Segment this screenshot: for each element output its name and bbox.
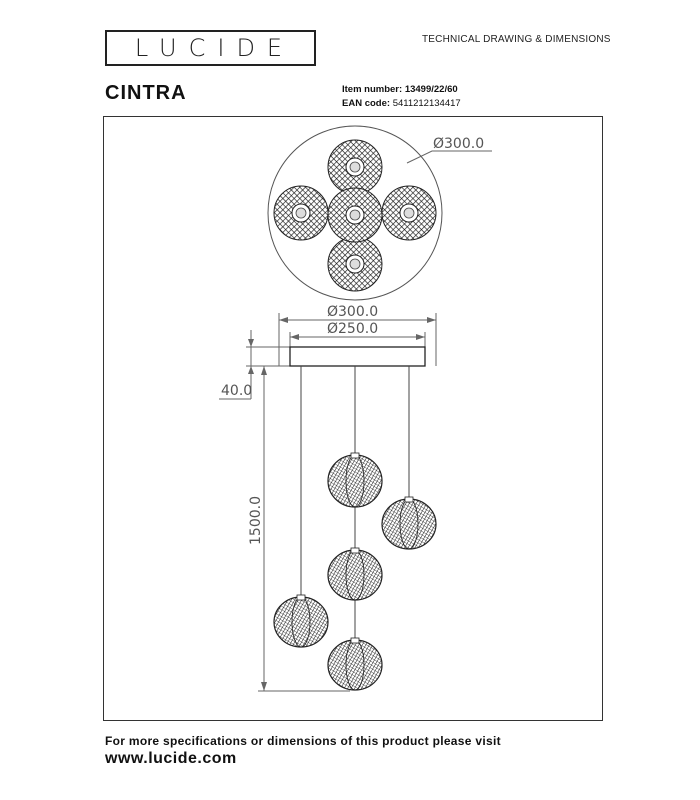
top-view-shade-center <box>328 188 382 242</box>
globe-right <box>382 497 436 549</box>
globe-upper-center <box>328 453 382 507</box>
top-view-shade-left <box>274 186 328 240</box>
side-canopy-outer-label: Ø300.0 <box>327 304 379 320</box>
top-view-shade-bottom <box>328 237 382 291</box>
top-view-diameter-label: Ø300.0 <box>433 136 485 152</box>
globe-lower-center <box>328 638 382 690</box>
brand-logo-text: LUCIDE <box>134 34 295 62</box>
top-view-leader <box>407 151 492 163</box>
globe-left <box>274 595 328 647</box>
globe-middle-center <box>328 548 382 600</box>
top-view <box>268 126 492 300</box>
document-type-label: TECHNICAL DRAWING & DIMENSIONS <box>422 34 611 45</box>
ean-value: 5411212134417 <box>392 98 461 109</box>
canopy-height-label: 40.0 <box>221 383 253 399</box>
total-drop-label: 1500.0 <box>248 496 264 545</box>
item-number-label: Item number: <box>342 84 403 95</box>
ean-label: EAN code: <box>342 98 391 109</box>
product-name: CINTRA <box>105 82 187 104</box>
top-view-shade-top <box>328 140 382 194</box>
item-number-value: 13499/22/60 <box>404 84 458 95</box>
top-view-shade-right <box>382 186 436 240</box>
side-canopy-inner-label: Ø250.0 <box>327 321 379 337</box>
canopy <box>290 347 425 366</box>
footer-url[interactable]: www.lucide.com <box>105 750 237 767</box>
footer-note: For more specifications or dimensions of this product please visit <box>105 734 501 748</box>
